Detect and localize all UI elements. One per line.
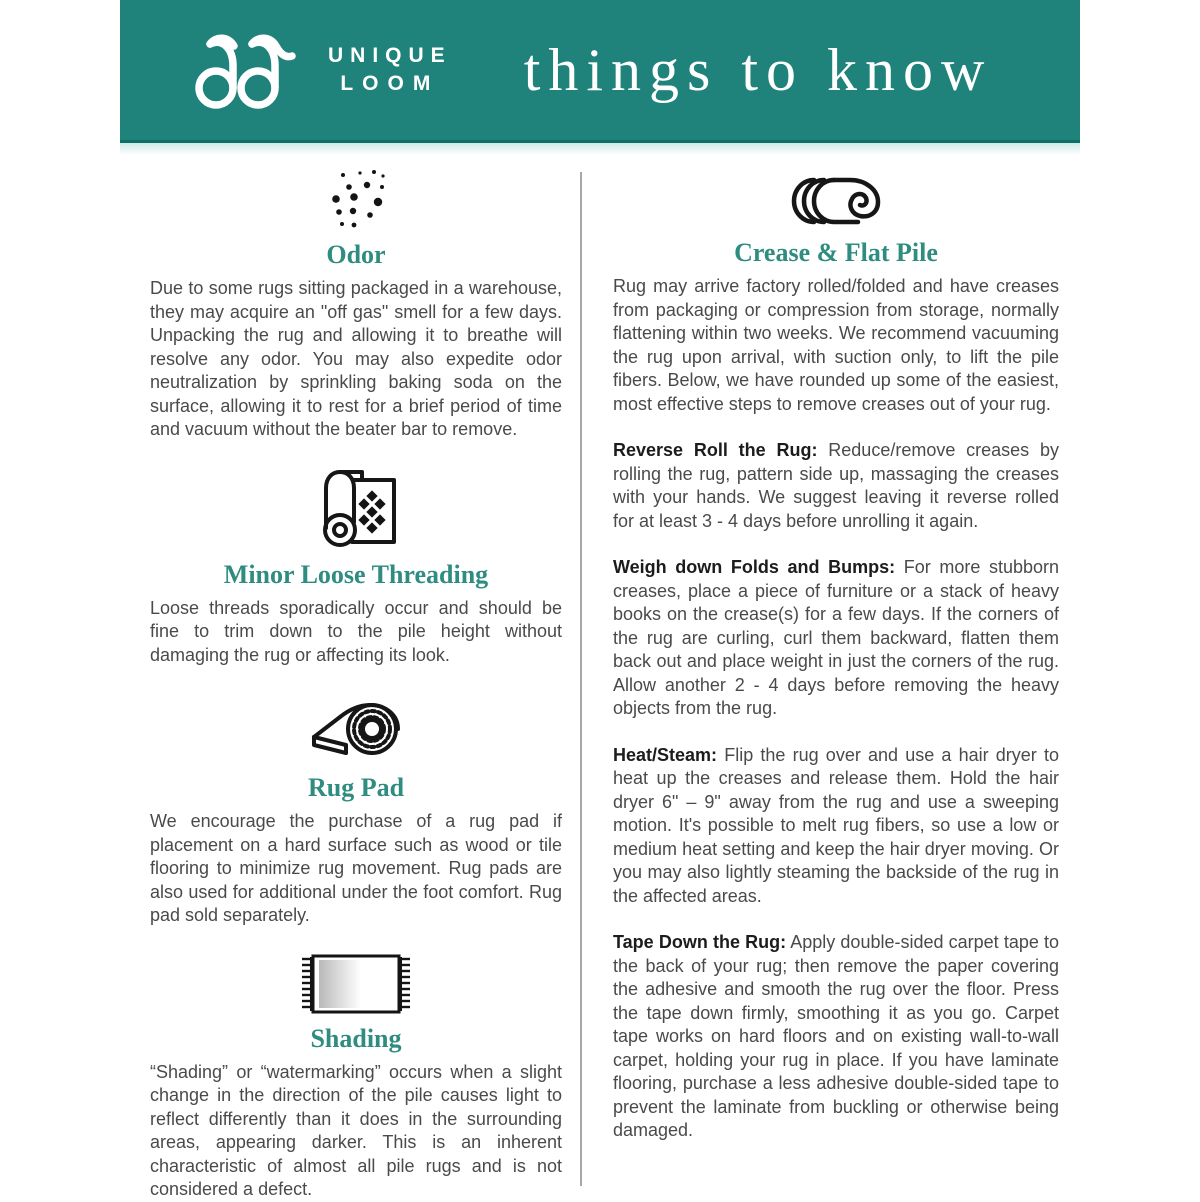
section-shading [150,952,562,1202]
shaded-rug-fringe-icon [150,952,562,1016]
step-tape-down-text: Apply double-sided carpet tape to the back of your rug; then remove the paper covering the adhesive and smooth the rug over the floor. Press the tape down firmly, smoothing it as you go. Carpet tape works on hard floors and on existing wall-to-wall carpet, holding your rug in place. If you have laminate flooring, purchase a less adhesive double-sided tape to prevent the laminate from buckling or otherwise being damaged. [613,932,1060,1140]
brand-logo [182,22,452,118]
step-heat-steam [613,744,1059,909]
column-divider [580,172,582,1186]
section-odor [150,168,562,442]
left-column [150,168,562,1202]
step-heat-steam-text: Flip the rug over and use a hair dryer to heat up the creases and release them. Hold the hair dryer 6" – 9" away from the rug and use a sweeping motion. It's possible to melt rug fibers, so use a low or medium heat setting and keep the hair dryer moving. Or you may also lightly steaming the backside of the rug in the affected areas. [613,744,1059,906]
section-title-rug-pad: Rug Pad [307,773,405,802]
page-title: things to know [523,36,993,103]
section-body-odor: Due to some rugs sitting packaged in a warehouse, they may acquire an "off gas" smell for a few days. Unpacking the rug and allowing it to breathe will resolve any odor. You may also expedite odor neutralization by sprinkling baking soda on the surface, allowing it to rest for a brief period of time and vacuum without the beater bar to remove. [150,278,562,439]
step-weigh-down-text: For more stubborn creases, place a piece of furniture or a stack of heavy books on the crease(s) for a few days. If the corners of the rug are curling, curl them backward, flatten them back out and place weight in just the corners of the rug. Allow another 2 - 4 days before removing the heavy objects from the rug. [613,557,1059,718]
brand-name [328,42,452,99]
section-title-crease: Crease & Flat Pile [734,238,938,267]
sprinkle-dots-icon [150,168,562,232]
section-body-loose-threading: Loose threads sporadically occur and should be fine to trim down to the pile height without damaging the rug or affecting its look. [150,597,562,665]
rolled-rug-pattern-icon [150,466,562,552]
rolled-rug-side-spiral-icon [613,172,1059,230]
section-title-shading: Shading [310,1023,402,1053]
step-tape-down [613,931,1059,1143]
section-loose-threading [150,466,562,668]
section-body-shading: “Shading” or “watermarking” occurs when a slight change in the direction of the pile causes light to reflect differently than it does in the surrounding areas, appearing darker. This is an inherent characteristic of almost all pile rugs and is not considered a defect. [150,1061,562,1199]
step-reverse-roll-label: Reverse Roll the Rug: [613,440,818,460]
step-weigh-down [613,556,1059,721]
section-title-loose-threading: Minor Loose Threading [223,559,489,589]
header-banner [120,0,1080,143]
section-rug-pad [150,691,562,928]
brand-line1: UNIQUE [328,43,452,67]
rug-pad-roll-icon [150,691,562,765]
section-title-odor: Odor [326,240,386,269]
step-reverse-roll [613,439,1059,533]
step-reverse-roll-text: Reduce/remove creases by rolling the rug, pattern side up, massaging the creases with your hands. We suggest leaving it reverse rolled for at least 3 - 4 days before unrolling it again. [613,440,1059,531]
brand-line2: LOOM [340,72,440,95]
step-tape-down-label: Tape Down the Rug: [613,932,787,952]
header-fade-strip [120,143,1080,155]
step-weigh-down-label: Weigh down Folds and Bumps: [613,557,896,577]
right-column [613,172,1059,1143]
step-heat-steam-label: Heat/Steam: [613,744,718,765]
crease-intro: Rug may arrive factory rolled/folded and have creases from packaging or compression from storage, normally flattening within two weeks. We recommend vacuuming the rug upon arrival, with suction only, to lift the pile fibers. Below, we have rounded up some of the easiest, most effective steps to remove creases out of your rug. [613,276,1059,414]
section-body-rug-pad: We encourage the purchase of a rug pad if placement on a hard surface such as wood or tile flooring to minimize rug movement. Rug pads are also used for additional under the foot comfort. Rug pad sold separately. [150,811,562,925]
unique-loom-double-d-logo-icon [182,22,314,118]
